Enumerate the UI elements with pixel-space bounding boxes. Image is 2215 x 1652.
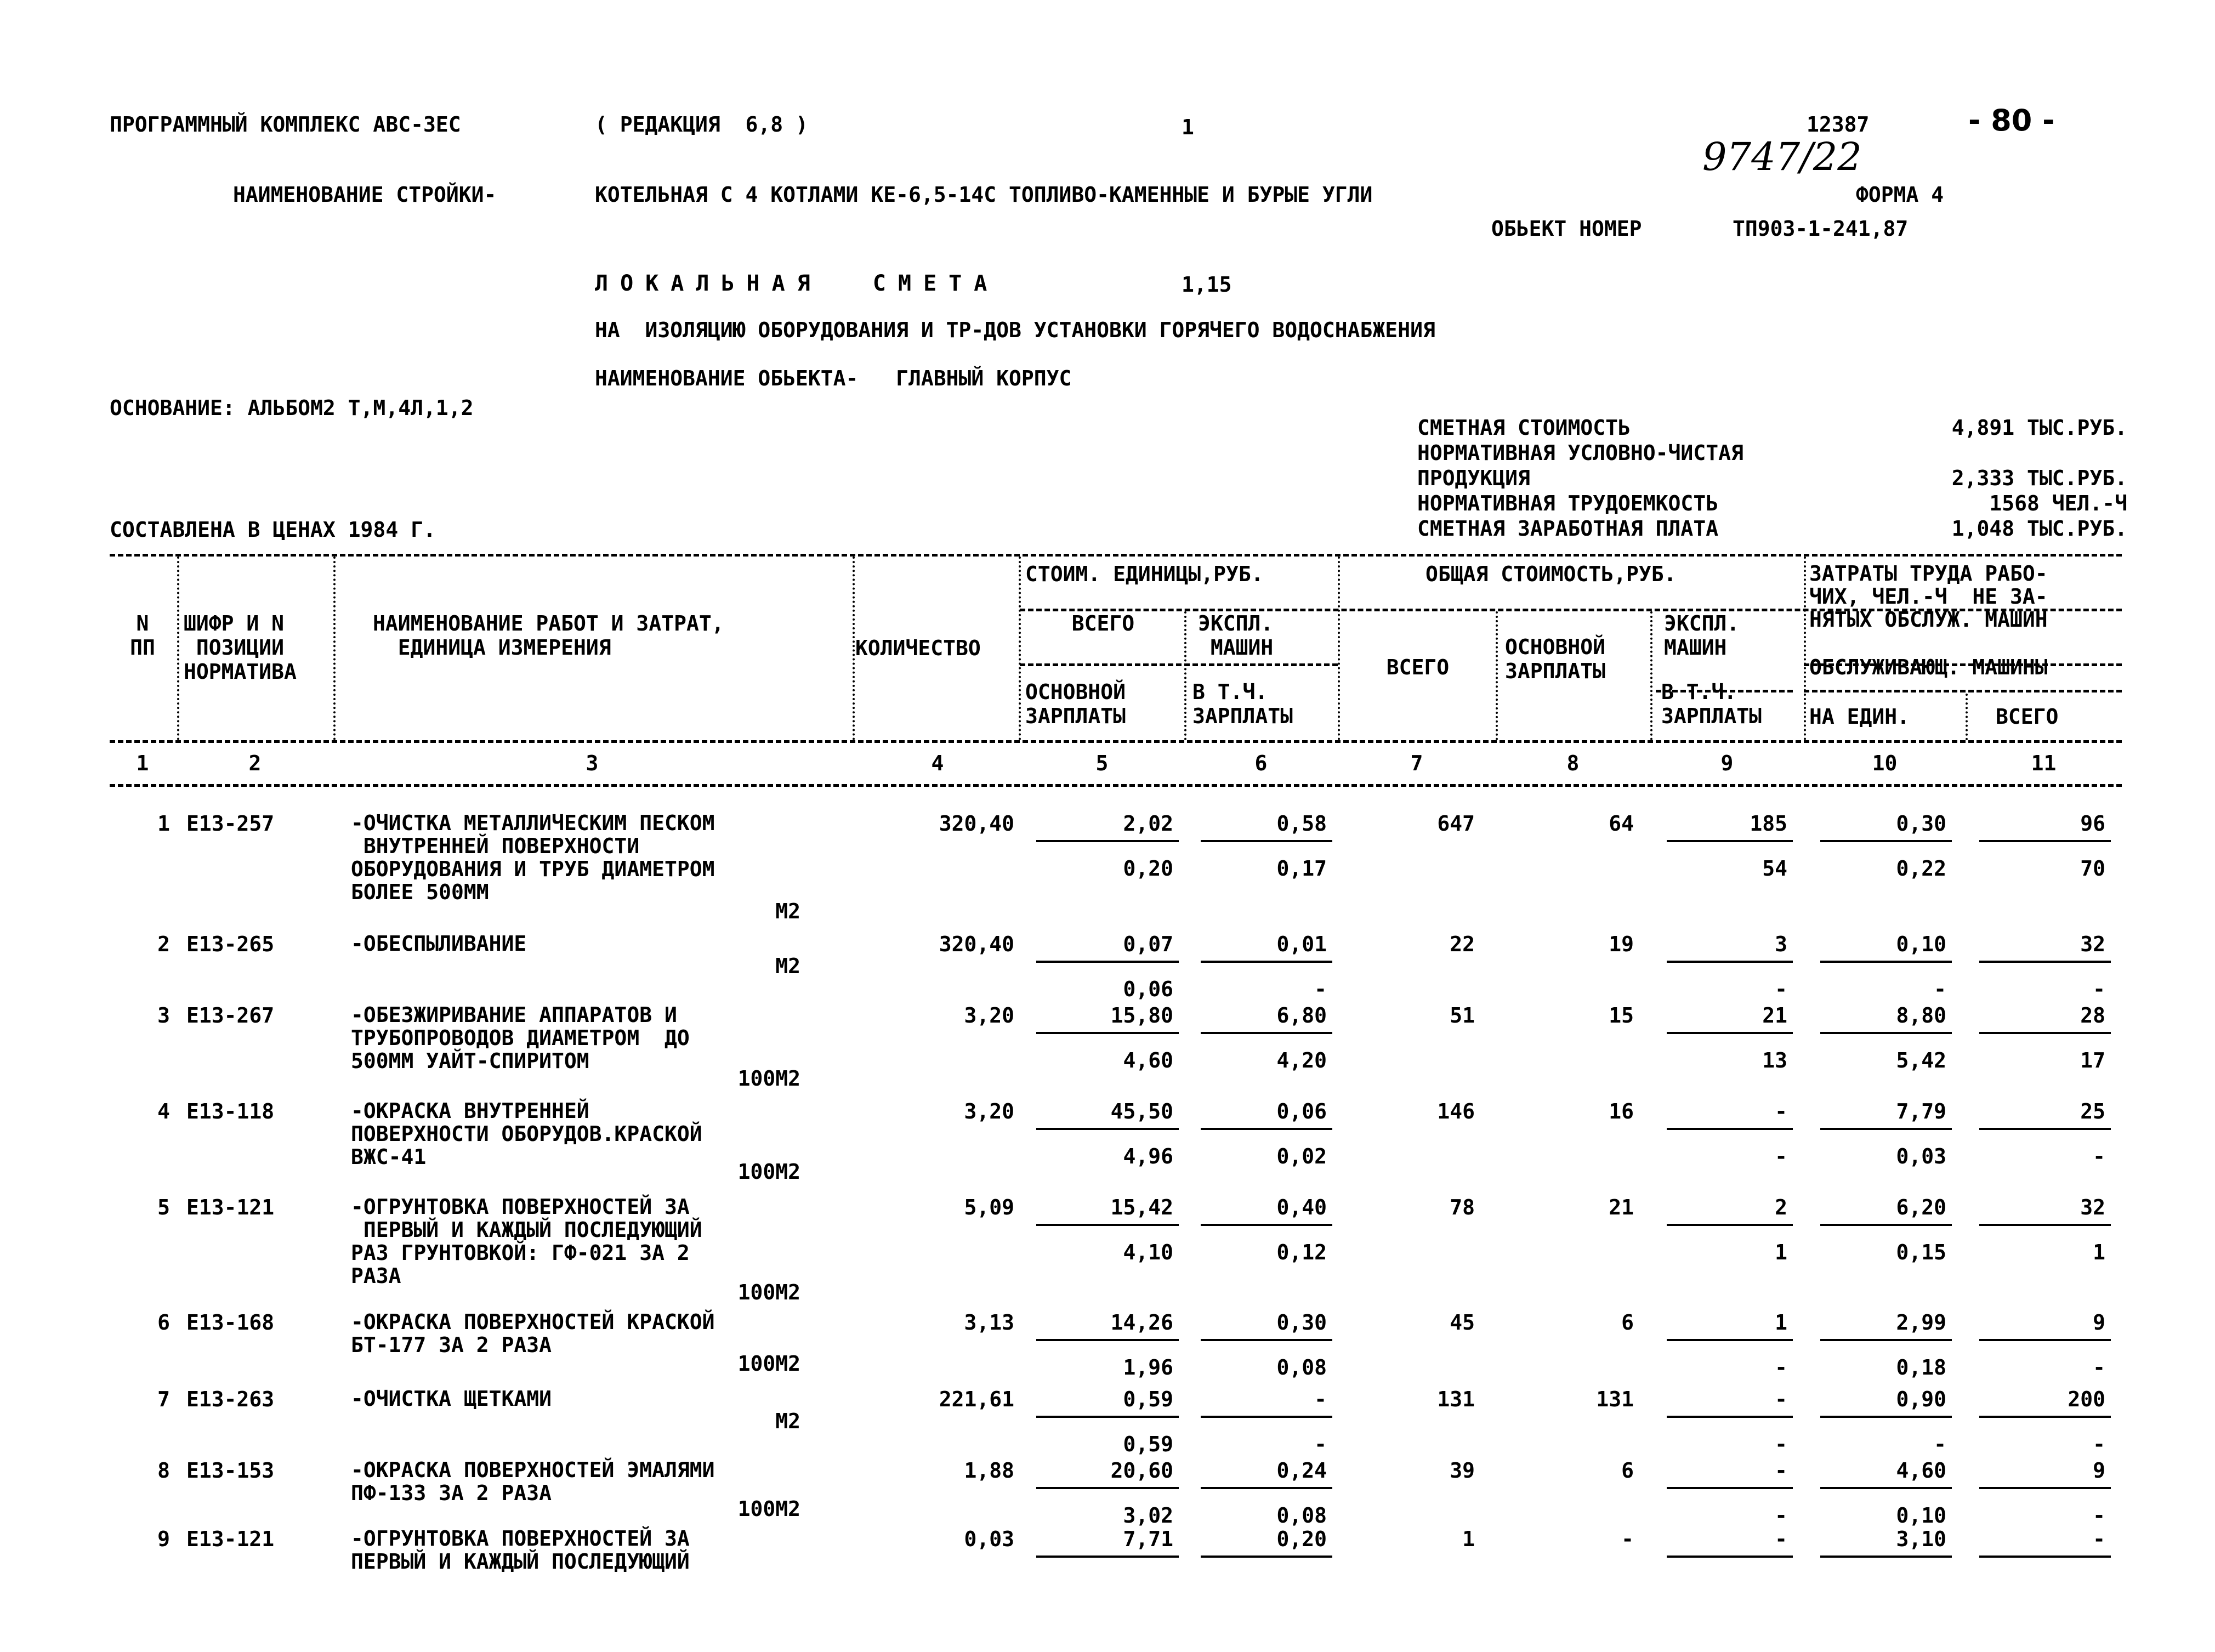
summary-label: НОРМАТИВНАЯ УСЛОВНО-ЧИСТАЯ [1417, 441, 1743, 465]
cell-c5-bottom: 4,60 [1123, 1048, 1173, 1072]
quantity: 3,20 [964, 1099, 1014, 1123]
cell-c6-top: 0,58 [1276, 811, 1327, 836]
cell-c5-bottom: 4,96 [1123, 1144, 1173, 1168]
column-divider [1496, 611, 1498, 740]
cell-c5-top: 0,59 [1123, 1387, 1173, 1411]
value-divider-line [1820, 1487, 1952, 1489]
cell-c7: 647 [1437, 811, 1475, 836]
cell-c5-top: 0,07 [1123, 932, 1173, 956]
header-tc-total: ВСЕГО [1386, 655, 1450, 679]
value-divider-line [1979, 1224, 2111, 1226]
cell-c9-top: 2 [1775, 1195, 1787, 1219]
cell-c9-bottom: 1 [1775, 1240, 1787, 1264]
cell-c7: 1 [1462, 1527, 1475, 1551]
value-divider-line [1979, 1487, 2111, 1489]
cell-c5-bottom: 1,96 [1123, 1355, 1173, 1379]
cell-c6-bottom: 0,17 [1276, 856, 1327, 881]
col-number: 5 [1095, 751, 1109, 775]
value-divider-line [1667, 1339, 1793, 1341]
value-divider-line [1667, 840, 1793, 842]
page-number: 1 [1182, 115, 1194, 139]
row-number: 3 [157, 1003, 170, 1027]
header-uc-machines: ЭКСПЛ. МАШИН [1198, 611, 1274, 660]
cell-c9-top: - [1775, 1527, 1787, 1551]
construction-label: НАИМЕНОВАНИЕ СТРОЙКИ- [233, 183, 497, 207]
value-divider-line [1667, 1416, 1793, 1418]
cell-c8: 64 [1609, 811, 1634, 836]
col-number: 11 [2031, 751, 2057, 775]
table-top-rule [110, 554, 2122, 557]
value-divider-line [1820, 840, 1952, 842]
cell-c8: 6 [1621, 1310, 1634, 1335]
col-number: 10 [1872, 751, 1898, 775]
col-number: 2 [248, 751, 262, 775]
cell-c11-top: 25 [2080, 1099, 2105, 1123]
cell-c10-bottom: - [1934, 1432, 1946, 1456]
value-divider-line [1036, 1416, 1179, 1418]
value-divider-line [1201, 1556, 1332, 1558]
cell-c11-bottom: - [2093, 1144, 2105, 1168]
unit-measure: 100М2 [737, 1352, 800, 1376]
work-name: -ОЧИСТКА ЩЕТКАМИ [351, 1387, 552, 1411]
row-number: 2 [157, 932, 170, 956]
cell-c6-top: 0,20 [1276, 1527, 1327, 1551]
norm-code: Е13-153 [186, 1458, 275, 1483]
cell-c7: 78 [1450, 1195, 1475, 1219]
header-tc-wage: ОСНОВНОЙ ЗАРПЛАТЫ [1505, 635, 1606, 683]
value-divider-line [1201, 1128, 1332, 1130]
value-divider-line [1036, 1128, 1179, 1130]
value-divider-line [1036, 1224, 1179, 1226]
col-number: 4 [931, 751, 944, 775]
cell-c10-bottom: 5,42 [1896, 1048, 1946, 1072]
cell-c8: 131 [1596, 1387, 1634, 1411]
quantity: 3,13 [964, 1310, 1014, 1335]
cell-c8: 15 [1609, 1003, 1634, 1027]
cell-c10-top: 6,20 [1896, 1195, 1946, 1219]
header-col4: КОЛИЧЕСТВО [855, 636, 981, 660]
cell-c7: 22 [1450, 932, 1475, 956]
cell-c5-top: 45,50 [1110, 1099, 1173, 1123]
cell-c11-bottom: - [2093, 1503, 2105, 1528]
header-labor-total: ВСЕГО [1996, 705, 2059, 729]
cell-c9-top: - [1775, 1387, 1787, 1411]
cell-c5-bottom: 0,06 [1123, 977, 1173, 1001]
cell-c6-bottom: - [1314, 977, 1327, 1001]
work-name: -ОКРАСКА ПОВЕРХНОСТЕЙ КРАСКОЙ БТ-177 ЗА 2 РАЗА [351, 1310, 715, 1357]
unit-measure: 100М2 [737, 1160, 800, 1184]
work-name: -ОКРАСКА ПОВЕРХНОСТЕЙ ЭМАЛЯМИ ПФ-133 ЗА 2 РАЗА [351, 1458, 715, 1505]
cell-c5-bottom: 3,02 [1123, 1503, 1173, 1528]
cell-c5-top: 15,42 [1110, 1195, 1173, 1219]
value-divider-line [1820, 1416, 1952, 1418]
cell-c6-bottom: 4,20 [1276, 1048, 1327, 1072]
summary-value: 2,333 ТЫС.РУБ. [1951, 466, 2127, 490]
cell-c10-bottom: 0,18 [1896, 1355, 1946, 1379]
norm-code: Е13-267 [186, 1003, 275, 1027]
work-name: -ОЧИСТКА МЕТАЛЛИЧЕСКИМ ПЕСКОМ ВНУТРЕННЕЙ ПОВЕРХНОСТИ ОБОРУДОВАНИЯ И ТРУБ ДИАМЕТРОМ БОЛЕЕ 500ММ [351, 811, 715, 904]
cell-c10-top: 2,99 [1896, 1310, 1946, 1335]
column-divider [177, 557, 179, 740]
cell-c10-bottom: 0,22 [1896, 856, 1946, 881]
quantity: 5,09 [964, 1195, 1014, 1219]
cell-c10-top: 7,79 [1896, 1099, 1946, 1123]
cell-c9-bottom: 13 [1762, 1048, 1787, 1072]
value-divider-line [1036, 961, 1179, 963]
document-subtitle: НА ИЗОЛЯЦИЮ ОБОРУДОВАНИЯ И ТР-ДОВ УСТАНОВКИ ГОРЯЧЕГО ВОДОСНАБЖЕНИЯ [595, 318, 1435, 342]
cell-c8: 19 [1609, 932, 1634, 956]
cell-c10-top: 4,60 [1896, 1458, 1946, 1483]
cell-c6-bottom: 0,02 [1276, 1144, 1327, 1168]
row-number: 5 [157, 1195, 170, 1219]
norm-code: Е13-118 [186, 1099, 275, 1123]
norm-code: Е13-257 [186, 811, 275, 836]
unit-measure: М2 [775, 954, 800, 978]
cell-c9-top: 3 [1775, 932, 1787, 956]
cell-c5-bottom: 4,10 [1123, 1240, 1173, 1264]
header-sub-rule [1020, 663, 1338, 666]
value-divider-line [1979, 1032, 2111, 1034]
cell-c10-bottom: - [1934, 977, 1946, 1001]
header-labor: ЗАТРАТЫ ТРУДА РАБО- ЧИХ, ЧЕЛ.-Ч НЕ ЗА- НЯТЫХ ОБСЛУЖ. МАШИН [1809, 561, 2048, 632]
cell-c8: 6 [1621, 1458, 1634, 1483]
cell-c9-top: 21 [1762, 1003, 1787, 1027]
summary-value: 1568 ЧЕЛ.-Ч [1989, 491, 2127, 515]
header-sub-rule [1804, 690, 2122, 692]
cell-c8: - [1621, 1527, 1634, 1551]
cell-c5-top: 15,80 [1110, 1003, 1173, 1027]
cell-c5-top: 20,60 [1110, 1458, 1173, 1483]
cell-c9-top: - [1775, 1458, 1787, 1483]
value-divider-line [1820, 1556, 1952, 1558]
column-divider [1338, 557, 1340, 740]
basis-line: ОСНОВАНИЕ: АЛЬБОМ2 Т,М,4Л,1,2 [110, 396, 474, 420]
summary-label: СМЕТНАЯ ЗАРАБОТНАЯ ПЛАТА [1417, 516, 1719, 541]
cell-c11-top: 96 [2080, 811, 2105, 836]
row-number: 4 [157, 1099, 170, 1123]
cell-c11-top: 200 [2068, 1387, 2105, 1411]
value-divider-line [1201, 1032, 1332, 1034]
unit-measure: 100М2 [737, 1497, 800, 1521]
value-divider-line [1979, 1556, 2111, 1558]
cell-c10-bottom: 0,03 [1896, 1144, 1946, 1168]
cell-c11-top: 9 [2093, 1310, 2105, 1335]
header-uc-incl-wage: В Т.Ч. ЗАРПЛАТЫ [1192, 680, 1293, 728]
cell-c10-top: 0,30 [1896, 811, 1946, 836]
estimate-number: 1,15 [1182, 273, 1232, 297]
cell-c11-bottom: - [2093, 977, 2105, 1001]
value-divider-line [1036, 1556, 1179, 1558]
summary-label: ПРОДУКЦИЯ [1417, 466, 1530, 490]
column-divider [1804, 557, 1806, 740]
value-divider-line [1036, 1032, 1179, 1034]
unit-measure: М2 [775, 1409, 800, 1433]
cell-c9-bottom: 54 [1762, 856, 1787, 881]
value-divider-line [1201, 1339, 1332, 1341]
cell-c7: 131 [1437, 1387, 1475, 1411]
form-label: ФОРМА 4 [1856, 183, 1944, 207]
cell-c6-top: - [1314, 1387, 1327, 1411]
unit-measure: 100М2 [737, 1280, 800, 1304]
quantity: 320,40 [939, 932, 1014, 956]
price-basis: СОСТАВЛЕНА В ЦЕНАХ 1984 Г. [110, 518, 436, 542]
value-divider-line [1667, 1032, 1793, 1034]
cell-c8: 21 [1609, 1195, 1634, 1219]
cell-c9-top: 1 [1775, 1310, 1787, 1335]
cell-c6-bottom: 0,08 [1276, 1503, 1327, 1528]
cell-c6-top: 0,06 [1276, 1099, 1327, 1123]
cell-c9-bottom: - [1775, 977, 1787, 1001]
col-number: 1 [136, 751, 149, 775]
number-row-rule [110, 784, 2122, 787]
unit-measure: М2 [775, 899, 800, 923]
cell-c6-bottom: - [1314, 1432, 1327, 1456]
unit-measure: 100М2 [737, 1066, 800, 1091]
object-number: ТП903-1-241,87 [1733, 217, 1909, 241]
row-number: 1 [157, 811, 170, 836]
cell-c6-top: 6,80 [1276, 1003, 1327, 1027]
cell-c9-top: - [1775, 1099, 1787, 1123]
value-divider-line [1820, 1224, 1952, 1226]
cell-c11-top: 28 [2080, 1003, 2105, 1027]
column-divider [333, 557, 336, 740]
value-divider-line [1667, 1487, 1793, 1489]
header-col2: ШИФР И N ПОЗИЦИИ НОРМАТИВА [184, 611, 297, 684]
cell-c10-bottom: 0,15 [1896, 1240, 1946, 1264]
edition: ( РЕДАКЦИЯ 6,8 ) [595, 112, 808, 137]
value-divider-line [1979, 840, 2111, 842]
value-divider-line [1036, 1487, 1179, 1489]
summary-value: 1,048 ТЫС.РУБ. [1951, 516, 2127, 541]
cell-c9-top: 185 [1750, 811, 1787, 836]
value-divider-line [1667, 1128, 1793, 1130]
column-divider [1019, 557, 1021, 740]
row-number: 9 [157, 1527, 170, 1551]
work-name: -ОБЕЗЖИРИВАНИЕ АППАРАТОВ И ТРУБОПРОВОДОВ ДИАМЕТРОМ ДО 500ММ УАЙТ-СПИРИТОМ [351, 1003, 690, 1073]
cell-c11-top: 32 [2080, 1195, 2105, 1219]
cell-c6-top: 0,30 [1276, 1310, 1327, 1335]
quantity: 1,88 [964, 1458, 1014, 1483]
quantity: 320,40 [939, 811, 1014, 836]
cell-c7: 45 [1450, 1310, 1475, 1335]
value-divider-line [1820, 1339, 1952, 1341]
cell-c9-bottom: - [1775, 1144, 1787, 1168]
value-divider-line [1667, 961, 1793, 963]
value-divider-line [1979, 1416, 2111, 1418]
quantity: 221,61 [939, 1387, 1014, 1411]
header-labor-per-unit: НА ЕДИН. [1809, 705, 1910, 729]
cell-c7: 51 [1450, 1003, 1475, 1027]
header-uc-total: ВСЕГО [1071, 611, 1135, 635]
cell-c6-top: 0,40 [1276, 1195, 1327, 1219]
norm-code: Е13-265 [186, 932, 275, 956]
cell-c10-top: 0,90 [1896, 1387, 1946, 1411]
norm-code: Е13-121 [186, 1527, 275, 1551]
quantity: 0,03 [964, 1527, 1014, 1551]
object-name: НАИМЕНОВАНИЕ ОБЬЕКТА- ГЛАВНЫЙ КОРПУС [595, 366, 1072, 390]
cell-c11-bottom: 17 [2080, 1048, 2105, 1072]
document-number: 12387 [1807, 112, 1870, 137]
value-divider-line [1201, 1487, 1332, 1489]
handwritten-note: 9747/22 [1702, 134, 1862, 179]
summary-label: СМЕТНАЯ СТОИМОСТЬ [1417, 416, 1631, 440]
row-number: 8 [157, 1458, 170, 1483]
work-name: -ОБЕСПЫЛИВАНИЕ [351, 932, 527, 956]
column-divider [1966, 694, 1968, 740]
cell-c9-bottom: - [1775, 1432, 1787, 1456]
program-name: ПРОГРАММНЫЙ КОМПЛЕКС АВС-3ЕС [110, 112, 461, 137]
cell-c8: 16 [1609, 1099, 1634, 1123]
work-name: -ОГРУНТОВКА ПОВЕРХНОСТЕЙ ЗА ПЕРВЫЙ И КАЖДЫЙ ПОСЛЕДУЮЩИЙ РАЗ ГРУНТОВКОЙ: ГФ-021 ЗА 2 РАЗА [351, 1195, 702, 1288]
value-divider-line [1201, 840, 1332, 842]
quantity: 3,20 [964, 1003, 1014, 1027]
cell-c6-top: 0,24 [1276, 1458, 1327, 1483]
document-title: ЛОКАЛЬНАЯ СМЕТА [595, 271, 999, 296]
col-number: 6 [1254, 751, 1268, 775]
value-divider-line [1667, 1556, 1793, 1558]
value-divider-line [1036, 1339, 1179, 1341]
cell-c5-top: 14,26 [1110, 1310, 1173, 1335]
col-number: 3 [586, 751, 599, 775]
value-divider-line [1201, 1416, 1332, 1418]
norm-code: Е13-263 [186, 1387, 275, 1411]
row-number: 7 [157, 1387, 170, 1411]
cell-c10-top: 0,10 [1896, 932, 1946, 956]
cell-c11-bottom: - [2093, 1432, 2105, 1456]
cell-c11-top: 32 [2080, 932, 2105, 956]
cell-c10-bottom: 0,10 [1896, 1503, 1946, 1528]
header-bottom-rule [110, 740, 2122, 743]
cell-c6-top: 0,01 [1276, 932, 1327, 956]
norm-code: Е13-168 [186, 1310, 275, 1335]
value-divider-line [1201, 961, 1332, 963]
cell-c5-bottom: 0,59 [1123, 1432, 1173, 1456]
construction-name: КОТЕЛЬНАЯ С 4 КОТЛАМИ КЕ-6,5-14С ТОПЛИВО-КАМЕННЫЕ И БУРЫЕ УГЛИ [595, 183, 1373, 207]
cell-c5-top: 2,02 [1123, 811, 1173, 836]
cell-c6-bottom: 0,12 [1276, 1240, 1327, 1264]
summary-label: НОРМАТИВНАЯ ТРУДОЕМКОСТЬ [1417, 491, 1719, 515]
cell-c11-top: - [2093, 1527, 2105, 1551]
cell-c10-top: 3,10 [1896, 1527, 1946, 1551]
cell-c5-bottom: 0,20 [1123, 856, 1173, 881]
cell-c7: 146 [1437, 1099, 1475, 1123]
summary-value: 4,891 ТЫС.РУБ. [1951, 416, 2127, 440]
cell-c11-bottom: 1 [2093, 1240, 2105, 1264]
header-col1: N ПП [130, 611, 155, 660]
value-divider-line [1820, 1128, 1952, 1130]
sheet-number: - 80 - [1968, 103, 2055, 138]
header-unit-cost: СТОИМ. ЕДИНИЦЫ,РУБ. [1025, 562, 1264, 586]
norm-code: Е13-121 [186, 1195, 275, 1219]
cell-c7: 39 [1450, 1458, 1475, 1483]
object-number-label: ОБЬЕКТ НОМЕР [1491, 217, 1642, 241]
col-number: 8 [1566, 751, 1580, 775]
header-tc-incl-wage: В Т.Ч. ЗАРПЛАТЫ [1661, 680, 1762, 728]
value-divider-line [1820, 961, 1952, 963]
cell-c11-bottom: 70 [2080, 856, 2105, 881]
cell-c11-bottom: - [2093, 1355, 2105, 1379]
value-divider-line [1201, 1224, 1332, 1226]
cell-c6-bottom: 0,08 [1276, 1355, 1327, 1379]
header-col3: НАИМЕНОВАНИЕ РАБОТ И ЗАТРАТ, ЕДИНИЦА ИЗМЕРЕНИЯ [373, 611, 724, 660]
value-divider-line [1036, 840, 1179, 842]
value-divider-line [1667, 1224, 1793, 1226]
value-divider-line [1979, 1339, 2111, 1341]
value-divider-line [1820, 1032, 1952, 1034]
header-tc-machines: ЭКСПЛ. МАШИН [1664, 611, 1740, 660]
cell-c11-top: 9 [2093, 1458, 2105, 1483]
col-number: 7 [1410, 751, 1423, 775]
header-labor-serviced: ОБСЛУЖИВАЮЩ. МАШИНЫ [1809, 655, 2048, 679]
header-uc-wage: ОСНОВНОЙ ЗАРПЛАТЫ [1025, 680, 1126, 728]
cell-c9-bottom: - [1775, 1503, 1787, 1528]
col-number: 9 [1720, 751, 1734, 775]
header-total-cost: ОБЩАЯ СТОИМОСТЬ,РУБ. [1425, 562, 1677, 586]
value-divider-line [1979, 1128, 2111, 1130]
cell-c10-top: 8,80 [1896, 1003, 1946, 1027]
value-divider-line [1979, 961, 2111, 963]
work-name: -ОКРАСКА ВНУТРЕННЕЙ ПОВЕРХНОСТИ ОБОРУДОВ.КРАСКОЙ ВЖС-41 [351, 1099, 702, 1169]
work-name: -ОГРУНТОВКА ПОВЕРХНОСТЕЙ ЗА ПЕРВЫЙ И КАЖДЫЙ ПОСЛЕДУЮЩИЙ [351, 1526, 690, 1574]
column-divider [853, 557, 855, 740]
cell-c9-bottom: - [1775, 1355, 1787, 1379]
column-divider [1650, 611, 1652, 740]
cell-c5-top: 7,71 [1123, 1527, 1173, 1551]
row-number: 6 [157, 1310, 170, 1335]
